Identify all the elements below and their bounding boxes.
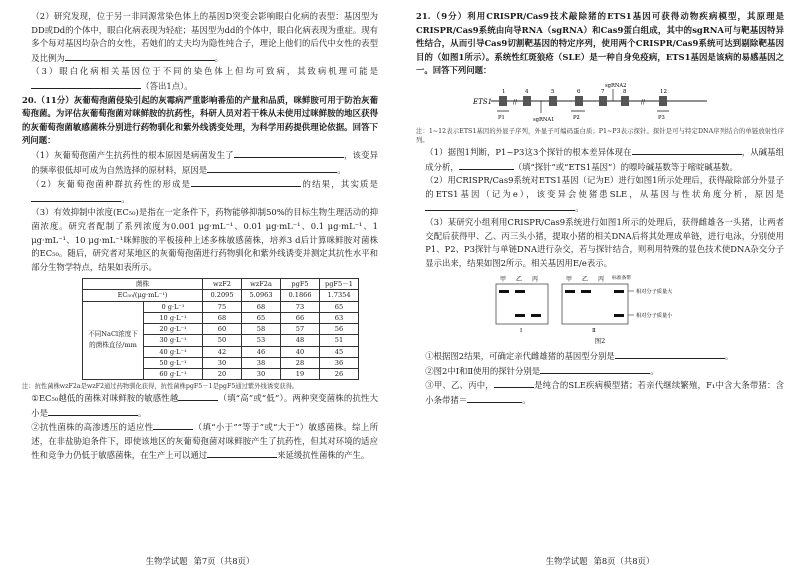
figure-1-note: 注：1~12表示ETS1基因的外显子序列，外显子可编码蛋白质；P1~P3表示探针。探针是可与特定DNA序列结合的单链放射性序列。 xyxy=(416,127,784,144)
band xyxy=(515,290,525,293)
marker-label: 标准条带 xyxy=(612,276,632,282)
svg-text:丙: 丙 xyxy=(532,276,539,284)
answer-blank[interactable] xyxy=(178,391,218,401)
exon-5 xyxy=(549,96,557,106)
exon-6 xyxy=(575,96,583,106)
svg-text:甲: 甲 xyxy=(566,276,573,284)
q21-2: （2）用CRISPR/Cas9系统对ETS1基因（记为E）进行如图1所示处理后，获得敲除部分外显子的ETS1基因（记为e），该变异会使猪患SLE，从基因与性状角度分析，原因是。 xyxy=(425,175,784,214)
break-mark: // xyxy=(641,98,646,106)
page-7-content xyxy=(22,10,378,463)
q21-head: 21.（9分）利用CRISPR/Cas9技术敲除猪的ETS1基因可获得动物疾病模型，其原理是CRISPR/Cas9系统由向导RNA（sgRNA）和Cas9蛋白组成，其中的sgRNA可与靶基因特异性结合，从而引导Cas9切割靶基因的特定序列，使用两个CRISPR/Cas9系统可达到剔除靶基因目的（如图1所示）。系统性红斑狼疮（SLE）是一种自身免疫病，ETS1基因是该病的易感基因之一。回答下列问题： xyxy=(416,11,784,76)
q20-head: 20.（11分）灰葡萄孢菌侵染引起的灰霉病严重影响番茄的产量和品质，咪鲜胺可用于防治灰葡萄孢菌。为评估灰葡萄孢菌对咪鲜胺的抗药性，科研人员对若干株从未使用过咪鲜胺的地区获得的灰葡萄孢菌敏感菌株分别进行药物驯化和紫外线诱变处理，为科学用药提供理论依据。回答下列问题： xyxy=(22,94,378,146)
band xyxy=(515,314,525,317)
svg-text:P1: P1 xyxy=(498,114,505,121)
table-row: 10 g·L⁻¹ 68 65 66 63 xyxy=(83,312,359,323)
q21-3-3: ③甲、乙、丙中， 是纯合的SLE疾病模型猪；若亲代继续繁殖，F₁中含大条带猪：含小条带猪＝ 。 xyxy=(425,380,784,405)
q21-3-1: ①根据图2结果，可确定亲代雌雄猪的基因型分别是 。 xyxy=(425,350,734,361)
svg-text:7: 7 xyxy=(601,88,605,95)
figure-1-gene-map xyxy=(471,81,711,125)
q20-3-1: ①EC₅₀越低的菌株对咪鲜胺的敏感性越 （填“高”或“低”）。两种突变菌株的抗性大小是 。 xyxy=(31,393,378,418)
band xyxy=(614,314,624,317)
svg-text:乙: 乙 xyxy=(516,276,523,284)
svg-text:P3: P3 xyxy=(658,114,665,121)
small-band-label: 相对分子质量小 xyxy=(636,313,673,320)
svg-text:5: 5 xyxy=(551,88,555,95)
answer-blank[interactable] xyxy=(207,448,277,458)
sgrna2-label: sgRNA2 xyxy=(605,82,627,89)
answer-blank[interactable] xyxy=(191,177,301,187)
q20-1: （1）灰葡萄孢菌产生抗药性的根本原因是病菌发生了 ，该变异的频率很低却可成为自然选择的原材料，原因是 。 xyxy=(31,149,379,175)
gene-label: ETS1 xyxy=(473,97,493,106)
page-7-footer: 生物学试题 第7页（共8页） xyxy=(145,556,255,566)
exon-4 xyxy=(523,96,531,106)
answer-blank[interactable] xyxy=(65,51,215,61)
answer-blank[interactable] xyxy=(48,406,138,416)
band xyxy=(531,314,541,317)
answer-blank[interactable] xyxy=(234,148,344,158)
figure-2-gel xyxy=(494,273,714,335)
q19-2: （2）研究发现，位于另一非同源常染色体上的基因D突变会影响眼白化病的表型：基因型为DD或Dd的个体中，眼白化病表现为轻症；基因型为dd的个体中，眼白化病表现为重症。现有多个每对基因均杂合的女性，若她们的丈夫均为隐性纯合子，理论上他们的后代中女性的表型及比例为 。 xyxy=(31,11,378,63)
answer-blank[interactable] xyxy=(425,201,575,211)
answer-blank[interactable] xyxy=(615,349,725,359)
sgrna1-label: sgRNA1 xyxy=(533,116,555,123)
svg-text:4: 4 xyxy=(525,88,529,95)
q21-1: （1）据图1判断，P1~P3这3个探针的根本差异体现在 ，从碱基组成分析， （填“探针”或“ETS1基因”）的嘌呤碱基数等于嘧啶碱基数。 xyxy=(425,146,785,172)
answer-blank[interactable] xyxy=(31,192,121,202)
answer-blank[interactable] xyxy=(31,79,141,89)
answer-blank[interactable] xyxy=(207,163,337,173)
results-table xyxy=(82,278,359,380)
page-8-content xyxy=(416,10,784,407)
answer-blank[interactable] xyxy=(540,364,650,374)
band xyxy=(581,290,591,293)
exon-1 xyxy=(499,96,507,106)
svg-text:Ⅱ: Ⅱ xyxy=(592,328,596,335)
page-8 xyxy=(400,0,800,579)
answer-blank[interactable] xyxy=(494,378,534,388)
table-row: 不同NaCl浓度下的菌株直径/mm 0 g·L⁻¹ 75 68 73 65 xyxy=(83,301,359,312)
q20-3: （3）有效抑制中浓度(EC₅₀)是指在一定条件下，药物能够抑制50%的目标生物生理活动的抑菌浓度。研究者配制了系列浓度为0.001 μg·mL⁻¹、0.01 μg·mL⁻¹、0.1 μg·mL⁻¹、1 μg·mL⁻¹、10 μg·mL⁻¹咪鲜胺的平板接种上述多株敏感菌株，培养3 d后计算咪鲜胺对菌株的EC₅₀。随后，研究者对某地区的灰葡萄孢菌进行药物驯化和紫外线诱变并测定其抗性水平和部分生物学特点，结果如表所示。 xyxy=(31,207,378,272)
table-row: 50 g·L⁻¹ 30 38 28 36 xyxy=(83,357,359,368)
table-row-ec50: EC₅₀/(μg·mL⁻¹) 0.2095 5.0963 0.1866 1.7354 xyxy=(83,290,359,301)
band xyxy=(614,290,624,293)
svg-text:P2: P2 xyxy=(573,114,580,121)
q21-3: （3）某研究小组利用CRISPR/Cas9系统进行如图1所示的处理后，获得雌雄各一头猪，让两者交配后获得甲、乙、丙三头小猪，提取小猪的相关DNA后将其处理成单链，进行电泳，分别使用P1、P2、P3探针与单链DNA进行杂交，若与探针结合，则利用特殊的显色技术使DNA杂交分子显示出来，结果如图2所示。相关基因用E/e表示。 xyxy=(425,216,784,268)
svg-text:6: 6 xyxy=(577,88,581,95)
table-header-row: 菌株 wzF2 wzF2a pgF5 pgF5－1 xyxy=(83,279,359,290)
exon-12 xyxy=(659,96,667,106)
band xyxy=(565,290,575,293)
q21-3-2: ②图2中Ⅰ和Ⅱ使用的探针分别是 。 xyxy=(425,365,659,376)
table-row: 40 g·L⁻¹ 42 46 40 45 xyxy=(83,346,359,357)
q19-3: （3）眼白化病相关基因位于不同的染色体上但均可致病，其致病机理可能是（答出1点）。 xyxy=(31,66,378,91)
table-note: 注：抗性菌株wzF2a是wzF2通过药物驯化获得，抗性菌株pgF5－1是pgF5通过紫外线诱变获得。 xyxy=(22,383,299,391)
exon-8 xyxy=(621,96,629,106)
svg-text:乙: 乙 xyxy=(582,276,589,284)
table-row: 30 g·L⁻¹ 50 53 48 51 xyxy=(83,335,359,346)
answer-blank[interactable] xyxy=(467,393,522,403)
answer-blank[interactable] xyxy=(459,160,514,170)
table-row: 20 g·L⁻¹ 60 58 57 56 xyxy=(83,324,359,335)
big-band-label: 相对分子质量大 xyxy=(636,289,673,296)
q20-2: （2）灰葡萄孢菌种群抗药性的形成是 的结果，其实质是。 xyxy=(31,179,379,204)
figure-2-caption: 图2 xyxy=(594,337,606,346)
break-mark: // xyxy=(513,98,518,106)
svg-text:甲: 甲 xyxy=(500,276,507,284)
answer-blank[interactable] xyxy=(632,145,742,155)
exon-7 xyxy=(599,96,607,106)
table-row: 60 g·L⁻¹ 20 30 19 26 xyxy=(83,368,359,379)
band xyxy=(499,290,509,293)
page-8-footer: 生物学试题 第8页（共8页） xyxy=(545,556,655,566)
gene-diagram xyxy=(471,81,711,125)
svg-text:丙: 丙 xyxy=(598,276,605,284)
gel-diagram xyxy=(494,273,714,335)
svg-text:Ⅰ: Ⅰ xyxy=(520,328,523,335)
svg-text:8: 8 xyxy=(623,88,627,95)
q20-3-2: ②抗性菌株的高渗透压的适应性 （填“小于”“等于”或“大于”）敏感菌株。综上所述，在非盐胁迫条件下，即使该地区的灰葡萄孢菌对咪鲜胺产生了抗药性，但其对环境的适应性和竞争力仍低于敏感菌株，在生产上可以通过 来延缓抗性菌株的产生。 xyxy=(31,422,378,461)
svg-text:12: 12 xyxy=(660,88,667,95)
svg-text:1: 1 xyxy=(502,88,506,95)
answer-blank[interactable] xyxy=(153,420,193,430)
